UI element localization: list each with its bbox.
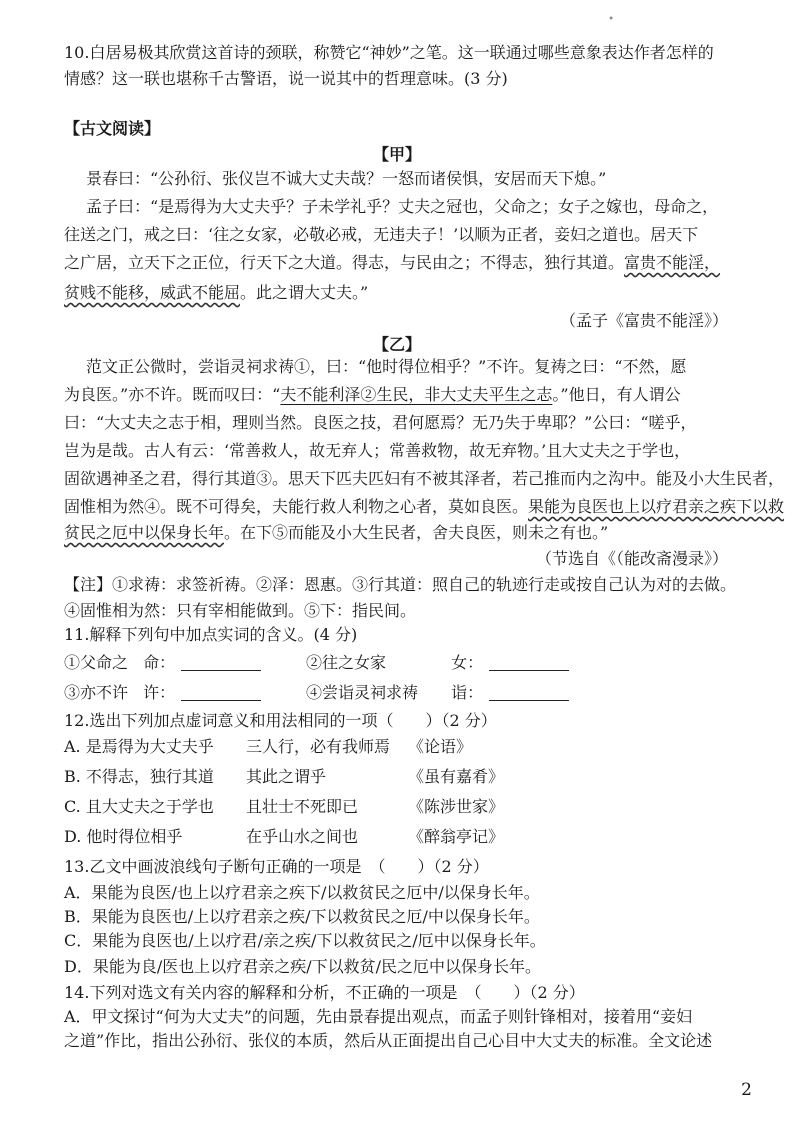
jia-line-1: 景春曰：“公孙衍、张仪岂不诚大丈夫哉？一怒而诸侯惧，安居而天下熄。”: [86, 169, 607, 188]
jia-line-4-text: 之广居，立天下之正位，行天下之大道。得志，与民由之；不得志，独行其道。: [64, 253, 625, 272]
q11-item-1-word: 命：: [143, 653, 176, 672]
q11-stem: 11.解释下列句中加点实词的含义。(4 分): [64, 625, 358, 644]
q11-item-3: [64, 682, 261, 704]
q14-option-a-line-2[interactable]: 之道”作比，指出公孙衍、张仪的本质，然后从正面提出自己心目中大丈夫的标准。全文论述: [64, 1031, 713, 1050]
q12-option-c-mid: 且壮士不死即已: [246, 797, 359, 816]
jia-line-3: 往送之门，戒之曰：‘往之女家，必敬必戒，无违夫子！’以顺为正者，妾妇之道也。居天下: [64, 225, 699, 244]
yi-line-7-text: 。在下⑤而能及小大生民者，舍夫良医，则未之有也。”: [224, 523, 609, 542]
q14-option-a-line-1[interactable]: A．甲文探讨“何为大丈夫”的问题，先由景春提出观点，而孟子则针锋相对，接着用“妾妇: [64, 1007, 693, 1026]
q12-option-b-left: B. 不得志，独行其道: [64, 767, 214, 786]
q11-item-3-word: 许：: [143, 683, 176, 702]
q11-answer-blank-1[interactable]: [181, 654, 261, 671]
q12-option-c-left: C. 且大丈夫之于学也: [64, 797, 214, 816]
q12-option-c-src: 《陈涉世家》: [408, 797, 505, 816]
q12-option-a-left: A. 是焉得为大丈夫乎: [64, 737, 214, 756]
q12-option-b-src: 《虽有嘉肴》: [408, 767, 505, 786]
q11-item-4-word: 诣：: [451, 683, 484, 702]
q11-item-2-word: 女：: [451, 653, 484, 672]
q11-item-2-text: ②往之女家: [306, 653, 387, 672]
yi-line-5: 固欲遇神圣之君，得行其道③。思天下匹夫匹妇有不被其泽者，若己推而内之沟中。能及小大生民者，: [64, 469, 785, 488]
q13-option-d[interactable]: D．果能为良/医也上以疗君亲之疾/下以救贫/民之厄中以保身长年。: [64, 957, 542, 976]
q11-answer-blank-4[interactable]: [489, 684, 569, 701]
yi-line-2b: 。”他日，有人谓公: [552, 385, 681, 404]
q12-option-d-src: 《醉翁亭记》: [408, 827, 505, 846]
q11-item-2: [306, 652, 569, 674]
yi-underlined-sentence: 夫不能利泽②生民，非大丈夫平生之志: [280, 385, 553, 404]
q12-option-a-mid: 三人行，必有我师焉: [246, 737, 391, 756]
q14-stem: 14.下列对选文有关内容的解释和分析，不正确的一项是 （ ）（2 分）: [64, 983, 585, 1002]
jia-line-5-text: 。此之谓大丈夫。”: [240, 283, 369, 302]
q11-answer-blank-3[interactable]: [181, 684, 261, 701]
jia-line-2: 孟子曰：“是焉得为大丈夫乎？子未学礼乎？丈夫之冠也，父命之；女子之嫁也，母命之，: [86, 197, 719, 216]
q10-line-1: 10.白居易极其欣赏这首诗的颈联，称赞它“神妙”之笔。这一联通过哪些意象表达作者怎样的: [64, 43, 714, 62]
jia-line-4: [64, 252, 720, 274]
q12-stem: 12.选出下列加点虚词意义和用法相同的一项（ ）（2 分）: [64, 711, 497, 730]
section-title: 【古文阅读】: [64, 119, 161, 138]
yi-wavy-a: 果能为良医也上以疗君亲之疾下以救: [528, 497, 785, 516]
jia-line-5: [64, 282, 368, 304]
q13-stem: 13.乙文中画波浪线句子断句正确的一项是 （ ）（2 分）: [64, 857, 489, 876]
q13-option-b[interactable]: B．果能为良医也/上以疗君亲之疾/下以救贫民之厄/中以保身长年。: [64, 907, 540, 926]
q12-option-d-mid: 在乎山水之间也: [246, 827, 359, 846]
q11-item-1: [64, 652, 261, 674]
q10-line-2: 情感？这一联也堪称千古警语，说一说其中的哲理意味。(3 分): [64, 69, 508, 88]
q11-answer-blank-2[interactable]: [489, 654, 569, 671]
page-number: 2: [741, 1080, 752, 1100]
yi-line-6-text: 固惟相为然④。既不可得矣，夫能行救人利物之心者，莫如良医。: [64, 497, 529, 516]
yi-line-7: [64, 522, 608, 544]
q12-option-a-src: 《论语》: [408, 737, 473, 756]
q11-item-4: [306, 682, 569, 704]
yi-source: （节选自《（能改斋漫录》）: [535, 549, 728, 568]
jia-wavy-a: 富贵不能淫，: [624, 253, 721, 272]
q11-item-1-text: ①父命之: [64, 653, 129, 672]
q12-option-d-left: D. 他时得位相乎: [64, 827, 183, 846]
yi-wavy-b: 贫民之厄中以保身长年: [64, 523, 225, 542]
yi-line-4: 岂为是哉。古人有云：‘常善救人，故无弃人；常善救物，故无弃物。’且大丈夫之于学也，: [64, 441, 691, 460]
q13-option-c[interactable]: C．果能为良医也/上以疗君/亲之疾/下以救贫民之/厄中以保身长年。: [64, 931, 546, 950]
notes-line-2: ④固惟相为然：只有宰相能做到。⑤下：指民间。: [64, 601, 417, 620]
yi-heading: 【乙】: [372, 335, 421, 354]
yi-line-1: 范文正公微时，尝诣灵祠求祷①，曰：“他时得位相乎？”不许。复祷之曰：“不然，愿: [86, 357, 687, 376]
yi-line-3: 曰：“大丈夫之志于相，理则当然。良医之技，君何愿焉？无乃失于卑耶？”公曰：“嗟乎，: [64, 413, 697, 432]
yi-line-6: [64, 496, 784, 518]
q11-item-4-text: ④尝诣灵祠求祷: [306, 683, 419, 702]
yi-line-2: [64, 384, 681, 406]
q12-option-b-mid: 其此之谓乎: [246, 767, 327, 786]
jia-wavy-b: 贫贱不能移，威武不能屈: [64, 283, 241, 302]
yi-line-2a: 为良医。”亦不许。既而叹曰：“: [64, 385, 281, 404]
q13-option-a[interactable]: A．果能为良医/也上以疗君亲之疾下/以救贫民之厄中/以保身长年。: [64, 883, 540, 902]
jia-source: （孟子《富贵不能淫》）: [559, 311, 728, 330]
scan-mark: •: [608, 14, 614, 25]
notes-line-1: 【注】①求祷：求签祈祷。②泽：恩惠。③行其道：照自己的轨迹行走或按自己认为对的去做。: [64, 575, 737, 594]
q11-item-3-text: ③亦不许: [64, 683, 129, 702]
jia-heading: 【甲】: [372, 145, 421, 164]
